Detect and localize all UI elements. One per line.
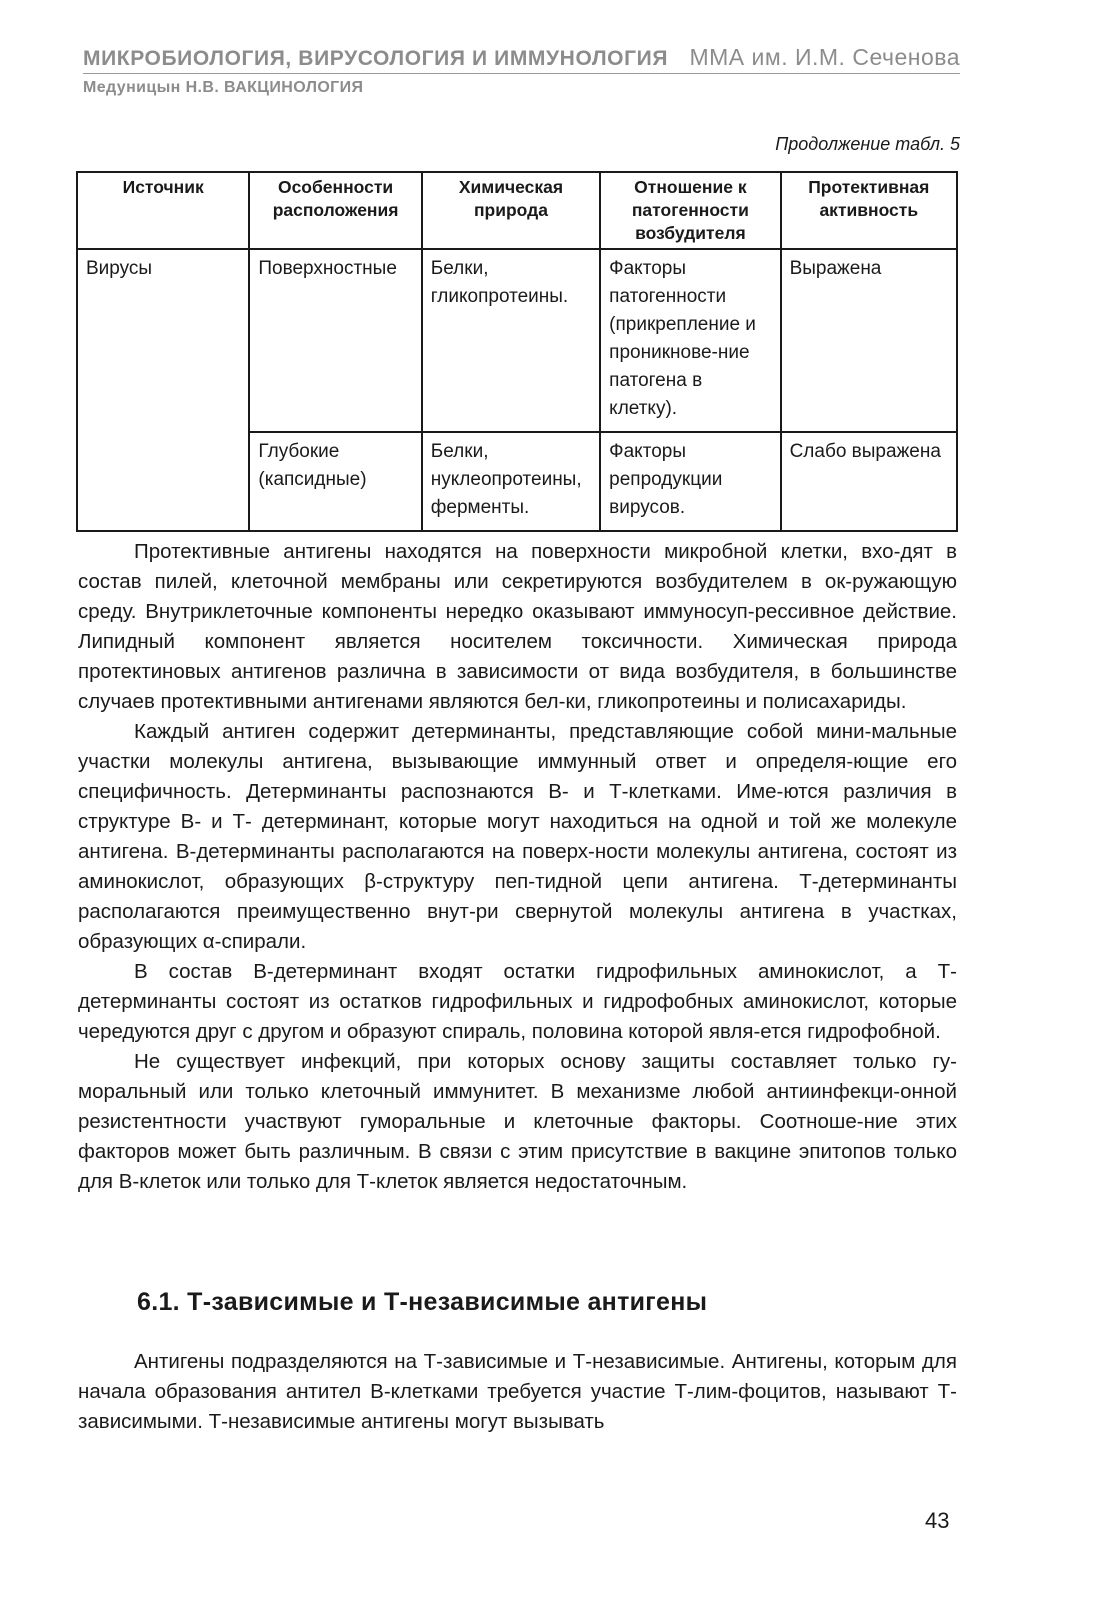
header-book-title: МИКРОБИОЛОГИЯ, ВИРУСОЛОГИЯ И ИММУНОЛОГИЯ [83, 47, 669, 70]
antigen-table [76, 171, 958, 532]
table-caption: Продолжение табл. 5 [775, 134, 960, 154]
table-cell: Глубокие (капсидные) [249, 432, 421, 531]
table-row [77, 249, 957, 432]
section-heading: 6.1. Т-зависимые и Т-независимые антигены [137, 1288, 708, 1316]
table-cell: Вирусы [77, 249, 249, 432]
table-cell: Поверхностные [249, 249, 421, 432]
col-header-pathogenicity: Отношение к патогенности возбудителя [600, 172, 780, 249]
table-row [77, 432, 957, 531]
page-number: 43 [925, 1508, 950, 1533]
table-cell: Белки, гликопротеины. [422, 249, 600, 432]
running-header [83, 44, 960, 97]
table-cell: Слабо выражена [781, 432, 957, 531]
table-cell: Факторы патогенности (прикрепление и проникнове-ние патогена в клетку). [600, 249, 780, 432]
table-header-row [77, 172, 957, 249]
table-cell: Белки, нуклеопротеины, ферменты. [422, 432, 600, 531]
col-header-source: Источник [77, 172, 249, 249]
table-cell: Факторы репродукции вирусов. [600, 432, 780, 531]
table-cell: Выражена [781, 249, 957, 432]
section-body [78, 1347, 957, 1437]
paragraph: В состав В-детерминант входят остатки гидрофильных аминокислот, а Т-детерминанты состоят из остатков гидрофильных и гидрофобных аминокислот, которые чередуются друг с другом и образуют спираль, половина которой явля-ется гидрофобной. [78, 960, 957, 1043]
col-header-protective-activity: Протективная активность [781, 172, 957, 249]
header-author-title: Медуницын Н.В. ВАКЦИНОЛОГИЯ [83, 79, 364, 96]
body-text [78, 537, 957, 1197]
col-header-chemistry: Химическая природа [422, 172, 600, 249]
header-institution: ММА им. И.М. Сеченова [689, 44, 960, 70]
header-top-row [83, 44, 960, 74]
table-cell [77, 432, 249, 531]
paragraph: Протективные антигены находятся на поверхности микробной клетки, вхо-дят в состав пилей, клеточной мембраны или секретируются возбудителем в ок-ружающую среду. Внутриклеточные компоненты нередко оказывают иммуносуп-рессивное действие. Липидный компонент является носителем токсичности. Химическая природа протектиновых антигенов различна в зависимости от вида возбудителя, в большинстве случаев протективными антигенами являются бел-ки, гликопротеины и полисахариды. [78, 540, 957, 713]
paragraph: Не существует инфекций, при которых основу защиты составляет только гу-моральный или только клеточный иммунитет. В механизме любой антиинфекци-онной резистентности участвуют гуморальные и клеточные факторы. Соотноше-ние этих факторов может быть различным. В связи с этим присутствие в вакцине эпитопов только для В-клеток или только для Т-клеток является недостаточным. [78, 1050, 957, 1193]
paragraph: Каждый антиген содержит детерминанты, представляющие собой мини-мальные участки молекулы антигена, вызывающие иммунный ответ и определя-ющие его специфичность. Детерминанты распознаются В- и Т-клетками. Име-ются различия в структуре В- и Т- детерминант, которые могут находиться на одной и той же молекуле антигена. В-детерминанты располагаются на поверх-ности молекулы антигена, состоят из аминокислот, образующих β-структуру пеп-тидной цепи антигена. Т-детерминанты располагаются преимущественно внут-ри свернутой молекулы антигена в участках, образующих α-спирали. [78, 720, 957, 953]
col-header-location: Особенности расположения [249, 172, 421, 249]
paragraph: Антигены подразделяются на Т-зависимые и Т-независимые. Антигены, которым для начала образования антител В-клетками требуется участие Т-лим-фоцитов, называют Т-зависимыми. Т-независимые антигены могут вызывать [78, 1350, 957, 1433]
